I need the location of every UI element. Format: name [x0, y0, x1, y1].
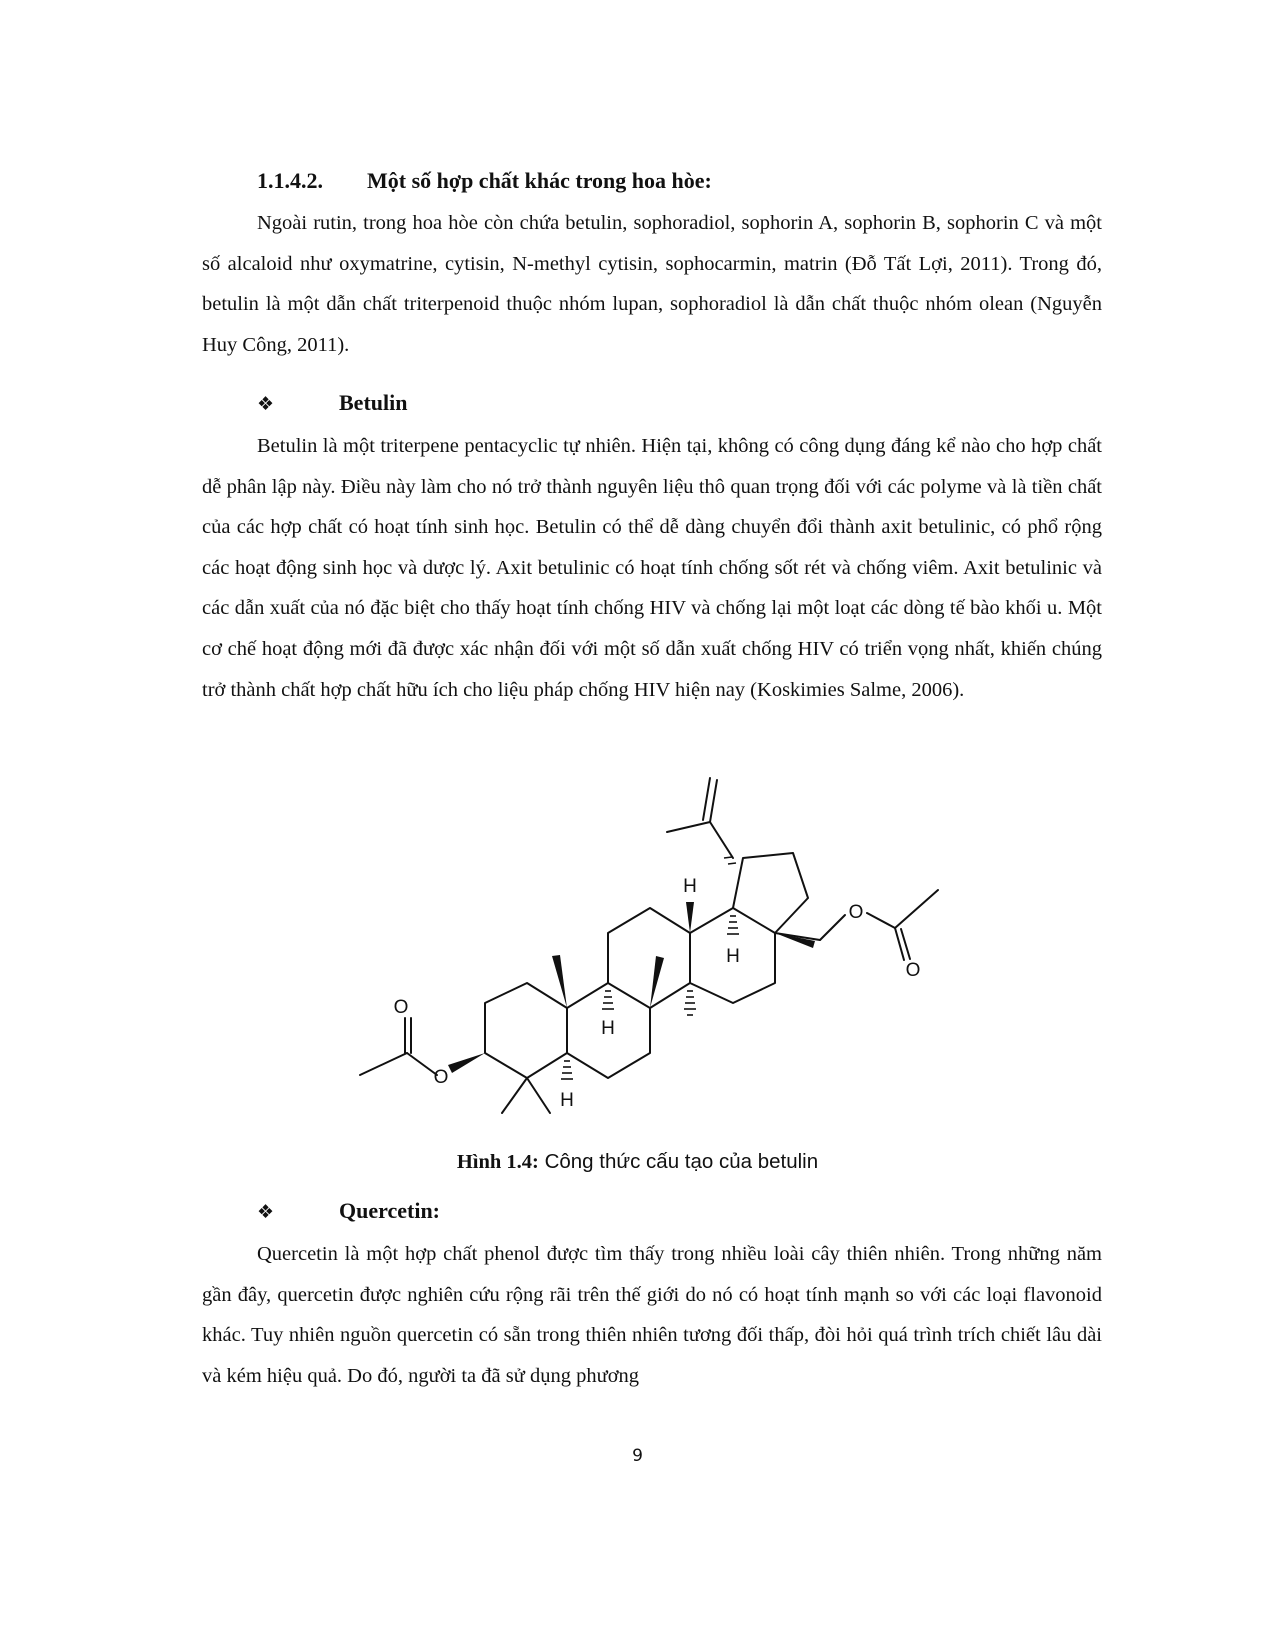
quercetin-subheading	[257, 1198, 440, 1224]
atom-label-o-2: O	[393, 997, 409, 1018]
section-heading	[257, 168, 712, 194]
atom-label-h-3: H	[683, 876, 697, 897]
intro-paragraph: Ngoài rutin, trong hoa hòe còn chứa betulin, sophoradiol, sophorin A, sophorin B, sophorin C và một số alcaloid như oxymatrine, cytisin, N-methyl cytisin, sophocarmin, matrin (Đỗ Tất Lợi, 2011). Trong đó, betulin là một dẫn chất triterpenoid thuộc nhóm lupan, sophoradiol là dẫn chất thuộc nhóm olean (Nguyễn Huy Công, 2011).	[202, 212, 1102, 356]
quercetin-heading: Quercetin:	[339, 1198, 441, 1223]
betulin-heading: Betulin	[339, 390, 408, 415]
page-number: 9	[632, 1446, 643, 1466]
betulin-subheading	[257, 390, 407, 416]
figure-caption-label: Hình 1.4:	[456, 1151, 539, 1173]
ring-a	[485, 983, 567, 1078]
section-number: 1.1.4.2.	[257, 168, 323, 193]
diamond-bullet-icon: ❖	[257, 393, 275, 415]
atom-label-o-4: O	[905, 960, 921, 981]
figure-caption	[0, 1150, 1275, 1174]
figure-caption-text: Công thức cấu tạo của betulin	[538, 1150, 819, 1173]
betulin-structure-figure	[350, 770, 950, 1120]
section-title: Một số hợp chất khác trong hoa hòe:	[367, 168, 712, 193]
atom-label-h-1: H	[560, 1090, 574, 1111]
ring-e	[733, 853, 808, 933]
betulin-paragraph: Betulin là một triterpene pentacyclic tự nhiên. Hiện tại, không có công dụng đáng kể nào cho hợp chất dễ phân lập này. Điều này làm cho nó trở thành nguyên liệu thô quan trọng đối với các polyme và là tiền chất của các hợp chất có hoạt tính sinh học. Betulin có thể dễ dàng chuyển đổi thành axit betulinic, có phổ rộng các hoạt động sinh học và dược lý. Axit betulinic có hoạt tính chống sốt rét và chống viêm. Axit betulinic và các dẫn xuất của nó đặc biệt cho thấy hoạt tính chống HIV và chống lại một loạt các dòng tế bào khối u. Một cơ chế hoạt động mới đã được xác nhận đối với một số dẫn xuất chống HIV có triển vọng nhất, khiến chúng trở thành chất hợp chất hữu ích cho liệu pháp chống HIV hiện nay (Koskimies Salme, 2006).	[202, 435, 1102, 701]
atom-label-o-1: O	[433, 1067, 449, 1088]
atom-label-h-2: H	[601, 1018, 615, 1039]
atom-label-o-3: O	[848, 902, 864, 923]
quercetin-paragraph: Quercetin là một hợp chất phenol được tìm thấy trong nhiều loài cây thiên nhiên. Trong những năm gần đây, quercetin được nghiên cứu rộng rãi trên thế giới do nó có hoạt tính mạnh so với các loại flavonoid khác. Tuy nhiên nguồn quercetin có sẵn trong thiên nhiên tương đối thấp, đòi hỏi quá trình trích chiết lâu dài và kém hiệu quả. Do đó, người ta đã sử dụng phương	[202, 1243, 1102, 1387]
diamond-bullet-icon: ❖	[257, 1201, 275, 1223]
ring-c	[608, 908, 690, 1008]
atom-label-h-4: H	[726, 946, 740, 967]
